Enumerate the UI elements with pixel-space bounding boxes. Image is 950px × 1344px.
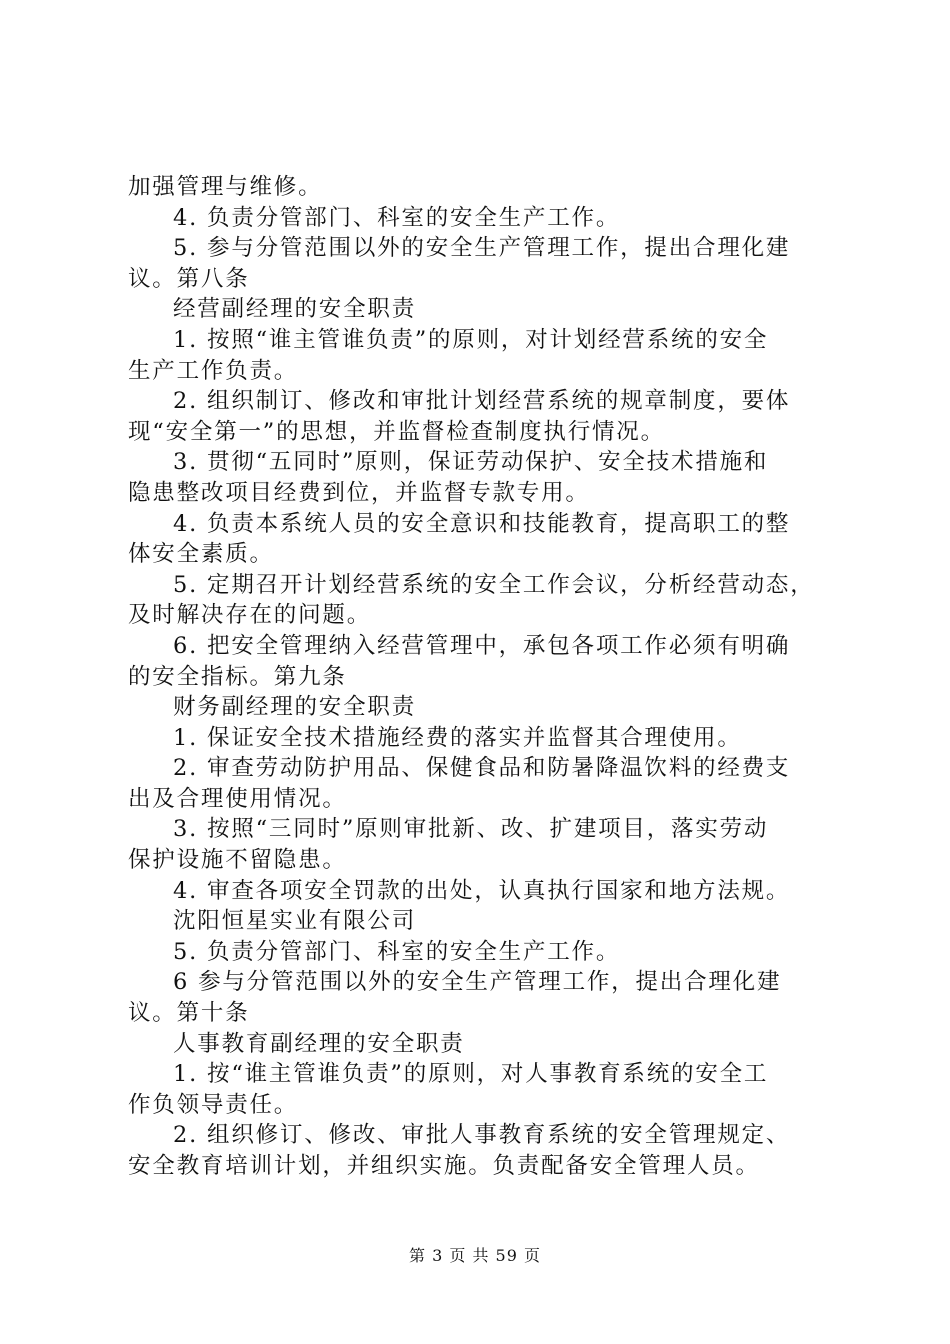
text-line: 1. 保证安全技术措施经费的落实并监督其合理使用。: [173, 724, 742, 751]
text-line: 议。第十条: [128, 1000, 250, 1027]
company-name: 沈阳恒星实业有限公司: [173, 908, 417, 935]
text-line: 2. 组织制订、修改和审批计划经营系统的规章制度，要体: [173, 388, 791, 415]
text-line: 体安全素质。: [128, 541, 274, 568]
text-line: 5. 参与分管范围以外的安全生产管理工作，提出合理化建: [173, 235, 791, 262]
text-line: 3. 贯彻“五同时”原则，保证劳动保护、安全技术措施和: [173, 449, 769, 476]
text-line: 的安全指标。第九条: [128, 663, 347, 690]
text-line: 4. 负责分管部门、科室的安全生产工作。: [173, 204, 621, 231]
section-heading: 人事教育副经理的安全职责: [173, 1030, 465, 1057]
section-heading: 财务副经理的安全职责: [173, 694, 417, 721]
text-line: 1. 按照“谁主管谁负责”的原则，对计划经营系统的安全: [173, 326, 769, 353]
text-line: 议。第八条: [128, 265, 250, 292]
text-line: 4. 审查各项安全罚款的出处，认真执行国家和地方法规。: [173, 877, 791, 904]
document-body: [128, 172, 828, 1182]
text-line: 现“安全第一”的思想，并监督检查制度执行情况。: [128, 418, 665, 445]
text-line: 隐患整改项目经费到位，并监督专款专用。: [128, 479, 590, 506]
text-line: 6. 把安全管理纳入经营管理中，承包各项工作必须有明确: [173, 632, 791, 659]
text-line: 加强管理与维修。: [128, 174, 323, 200]
text-line: 及时解决存在的问题。: [128, 602, 372, 629]
text-line: 保护设施不留隐患。: [128, 847, 347, 874]
page-footer: [0, 1246, 950, 1266]
text-line: 5. 定期召开计划经营系统的安全工作会议，分析经营动态，: [173, 571, 815, 598]
text-line: 2. 组织修订、修改、审批人事教育系统的安全管理规定、: [173, 1122, 791, 1149]
text-line: 2. 审查劳动防护用品、保健食品和防暑降温饮料的经费支: [173, 755, 791, 782]
text-line: 生产工作负责。: [128, 357, 299, 384]
text-line: 安全教育培训计划，并组织实施。负责配备安全管理人员。: [128, 1153, 760, 1179]
text-line: 出及合理使用情况。: [128, 785, 347, 812]
page-number-label: 第 3 页 共 59 页: [409, 1246, 541, 1265]
section-heading: 经营副经理的安全职责: [173, 296, 417, 323]
text-line: 作负领导责任。: [128, 1091, 299, 1118]
text-line: 5. 负责分管部门、科室的安全生产工作。: [173, 938, 621, 965]
text-line: 6 参与分管范围以外的安全生产管理工作，提出合理化建: [173, 969, 782, 996]
text-line: 1. 按“谁主管谁负责”的原则，对人事教育系统的安全工: [173, 1061, 769, 1088]
text-line: 4. 负责本系统人员的安全意识和技能教育，提高职工的整: [173, 510, 791, 537]
text-line: 3. 按照“三同时”原则审批新、改、扩建项目，落实劳动: [173, 816, 769, 843]
